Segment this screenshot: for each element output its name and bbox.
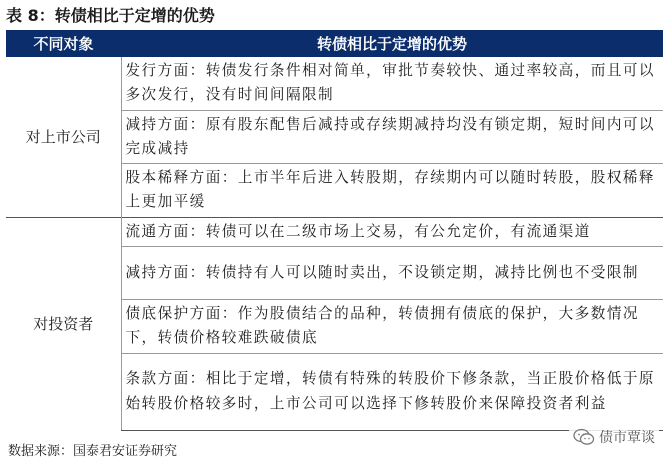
advantage-cell: 发行方面：转债发行条件相对简单，审批节奏较快、通过率较高，而且可以多次发行，没有时间间隔限制 bbox=[121, 57, 663, 110]
watermark bbox=[569, 425, 659, 449]
comparison-table bbox=[6, 30, 663, 431]
advantage-cell: 流通方面：转债可以在二级市场上交易，有公允定价，有流通渠道 bbox=[121, 217, 663, 246]
category-investor: 对投资者 bbox=[6, 217, 121, 430]
watermark-text: 债市覃谈 bbox=[599, 430, 655, 446]
header-advantage: 转债相比于定增的优势 bbox=[121, 30, 663, 57]
table-row bbox=[6, 217, 663, 246]
wechat-icon bbox=[573, 428, 595, 446]
table-header-row bbox=[6, 30, 663, 57]
advantage-cell: 股本稀释方面：上市半年后进入转股期，存续期内可以随时转股，股权稀释上更加平缓 bbox=[121, 164, 663, 218]
advantage-cell: 减持方面：原有股东配售后减持或存续期减持均没有锁定期，短时间内可以完成减持 bbox=[121, 110, 663, 164]
header-object: 不同对象 bbox=[6, 30, 121, 57]
advantage-cell: 债底保护方面：作为股债结合的品种，转债拥有债底的保护，大多数情况下，转债价格较难跌破债底 bbox=[121, 300, 663, 354]
advantage-cell: 条款方面：相比于定增，转债有特殊的转股价下修条款，当正股价格低于原始转股价格较多时，上市公司可以选择下修转股价来保障投资者利益 bbox=[121, 353, 663, 430]
advantage-cell: 减持方面：转债持有人可以随时卖出，不设锁定期，减持比例也不受限制 bbox=[121, 247, 663, 300]
category-listed-company: 对上市公司 bbox=[25, 128, 101, 147]
table-title: 表 8：转债相比于定增的优势 bbox=[6, 6, 215, 25]
data-source: 数据来源：国泰君安证券研究 bbox=[8, 444, 178, 459]
table-row bbox=[6, 57, 663, 110]
